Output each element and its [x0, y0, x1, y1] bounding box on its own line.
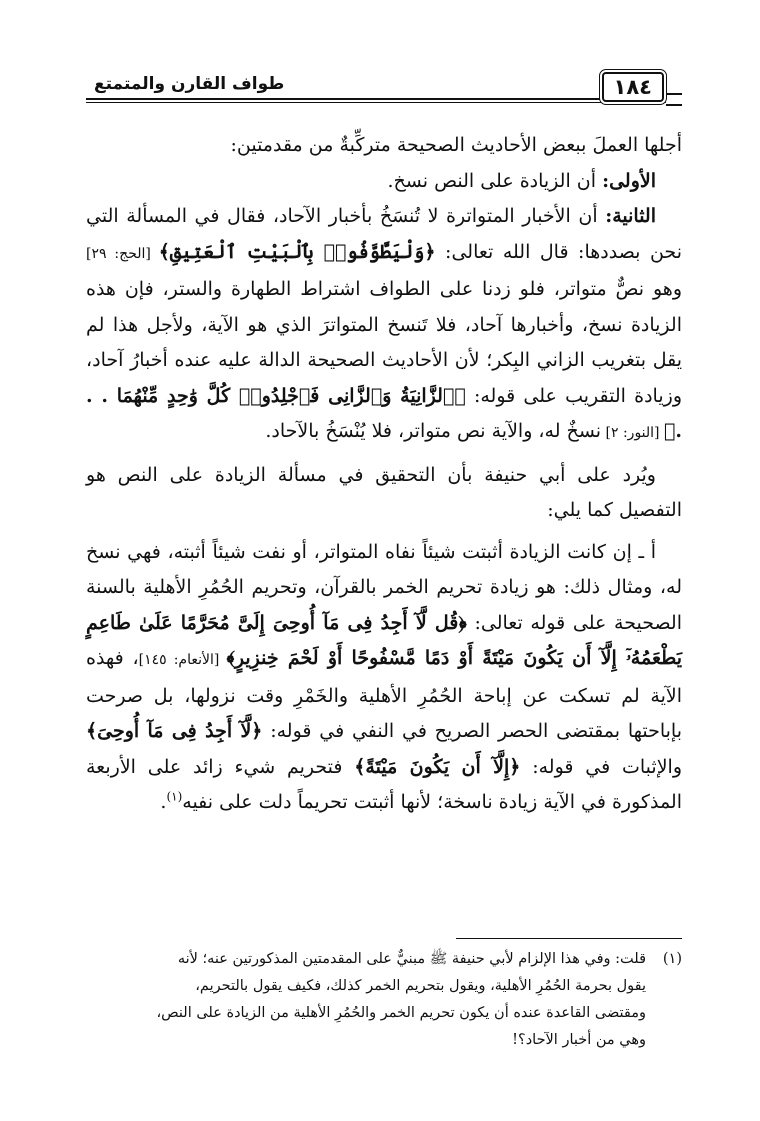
- quran-verse-hajj: ﴿وَلْيَطَّوَّفُوا۟ بِٱلْبَيْتِ ٱلْعَتِيقِ﴾: [158, 240, 436, 263]
- quran-verse-anam: ﴿قُل لَّآ أَجِدُ فِى مَآ أُوحِىَ إِلَىَّ مُحَرَّمًا عَلَىٰ طَاعِمٍ يَطْعَمُهُۥٓ إِلَّآ أَن يَكُونَ مَيْتَةً أَوْ دَمًا مَّسْفُوحًا أَوْ لَحْمَ خِنزِيرٍ﴾: [86, 611, 682, 669]
- header-rule-ornament: [666, 93, 682, 106]
- case-a-text-a: أ ـ إن كانت الزيادة أثبتت شيئاً نفاه المتواتر، أو نفت شيئاً أثبته، فهي نسخ له، ومثال ذلك: هو زيادة تحريم الخمر بالقرآن، وتحريم الحُمُرِ الأهلية بالسنة الصحيحة على قوله تعالى:: [86, 540, 683, 634]
- footnote-line-2: يقول بحرمة الحُمُرِ الأهلية، ويقول بتحريم الخمر كذلك، فكيف يقول بالتحريم،: [195, 978, 646, 994]
- main-text: [86, 128, 682, 821]
- running-header: [86, 72, 682, 108]
- footnote-line: [86, 946, 682, 973]
- quran-excerpt-nafy: ﴿لَّآ أَجِدُ فِى مَآ أُوحِىَ﴾: [86, 720, 263, 742]
- footnote-number: (١): [662, 951, 682, 967]
- footnote-line-3: ومقتضى القاعدة عنده أن يكون تحريم الخمر والحُمُرِ الأهلية من الزيادة على النص،: [156, 1005, 646, 1021]
- quran-verse-nur: ﴿ٱلزَّانِيَةُ وَٱلزَّانِى فَٱجْلِدُوا۟ كُلَّ وَٰحِدٍ مِّنْهُمَا . . .﴾: [86, 384, 682, 442]
- paragraph-response: [86, 458, 682, 529]
- case-a-text-b: ، فهذه الآية لم تسكت عن إباحة الحُمُرِ الأهلية والخَمْرِ وقت نزولها، بل صرحت بإباحتها بمقتضى الحصر الصريح في النفي في قوله:: [86, 647, 682, 742]
- ref-hajj: [الحج: ٢٩]: [86, 245, 159, 262]
- intro-text: أجلها العملَ ببعض الأحاديث الصحيحة متركِّبةٌ من مقدمتين:: [230, 134, 682, 156]
- header-rule: [86, 98, 682, 103]
- second-text-c: نسخٌ له، والآية نص متواتر، فلا يُنْسَخُ بالآحاد.: [265, 420, 602, 442]
- paragraph-second-premise: [86, 199, 682, 452]
- second-text-a: أن الأخبار المتواترة لا تُنسَخُ بأخبار الآحاد، فقال في المسألة التي نحن بصددها: قال الله تعالى:: [86, 205, 682, 263]
- case-a-text-c: والإثبات في قوله:: [520, 755, 682, 778]
- paragraph-intro: [86, 128, 682, 164]
- second-label: الثانية:: [605, 205, 656, 227]
- footnote-line-4: وهي من أخبار الآحاد؟!: [512, 1032, 646, 1048]
- first-label: الأولى:: [602, 169, 656, 192]
- footnote-separator: [456, 938, 682, 939]
- first-text: أن الزيادة على النص نسخ.: [387, 169, 603, 192]
- case-a-text-d: فتحريم شيء زائد على الأربعة المذكورة في الآية زيادة ناسخة؛ لأنها أثبتت تحريماً دلت على نفيه: [86, 755, 682, 813]
- ref-anam: [الأنعام: ١٤٥]: [138, 652, 227, 668]
- quran-excerpt-ithbat: ﴿إِلَّآ أَن يَكُونَ مَيْتَةً﴾: [354, 755, 521, 778]
- page-number: ١٨٤: [602, 72, 664, 102]
- second-text-b: وهو نصٌّ متواتر، فلو زدنا على الطواف اشتراط الطهارة والستر، فإن هذه الزيادة نسخ، وأخبارها آحاد، فلا تَنسخ المتواترَ الذي هو الآية، ولأجل هذا لم يقل بتغريب الزاني البِكر؛ لأن الأحاديث الصحيحة الدالة عليه عنده أخبارُ آحاد، وزيادة التقريب على قوله:: [86, 278, 682, 407]
- case-a-end: .: [160, 791, 167, 813]
- footnote-marker[interactable]: (١): [166, 789, 183, 804]
- paragraph-case-a: [86, 535, 682, 821]
- paragraph-first-premise: [86, 164, 682, 200]
- running-title: طواف القارن والمتمتع: [86, 74, 284, 94]
- footnote: [86, 946, 682, 1054]
- response-text: ويُرد على أبي حنيفة بأن التحقيق في مسألة الزيادة على النص هو التفصيل كما يلي:: [86, 463, 682, 521]
- footnote-line-1: قلت: وفي هذا الإلزام لأبي حنيفة ﷺ مبنيٌّ على المقدمتين المذكورتين عنه؛ لأنه: [177, 951, 646, 967]
- ref-nur: [النور: ٢]: [601, 425, 664, 441]
